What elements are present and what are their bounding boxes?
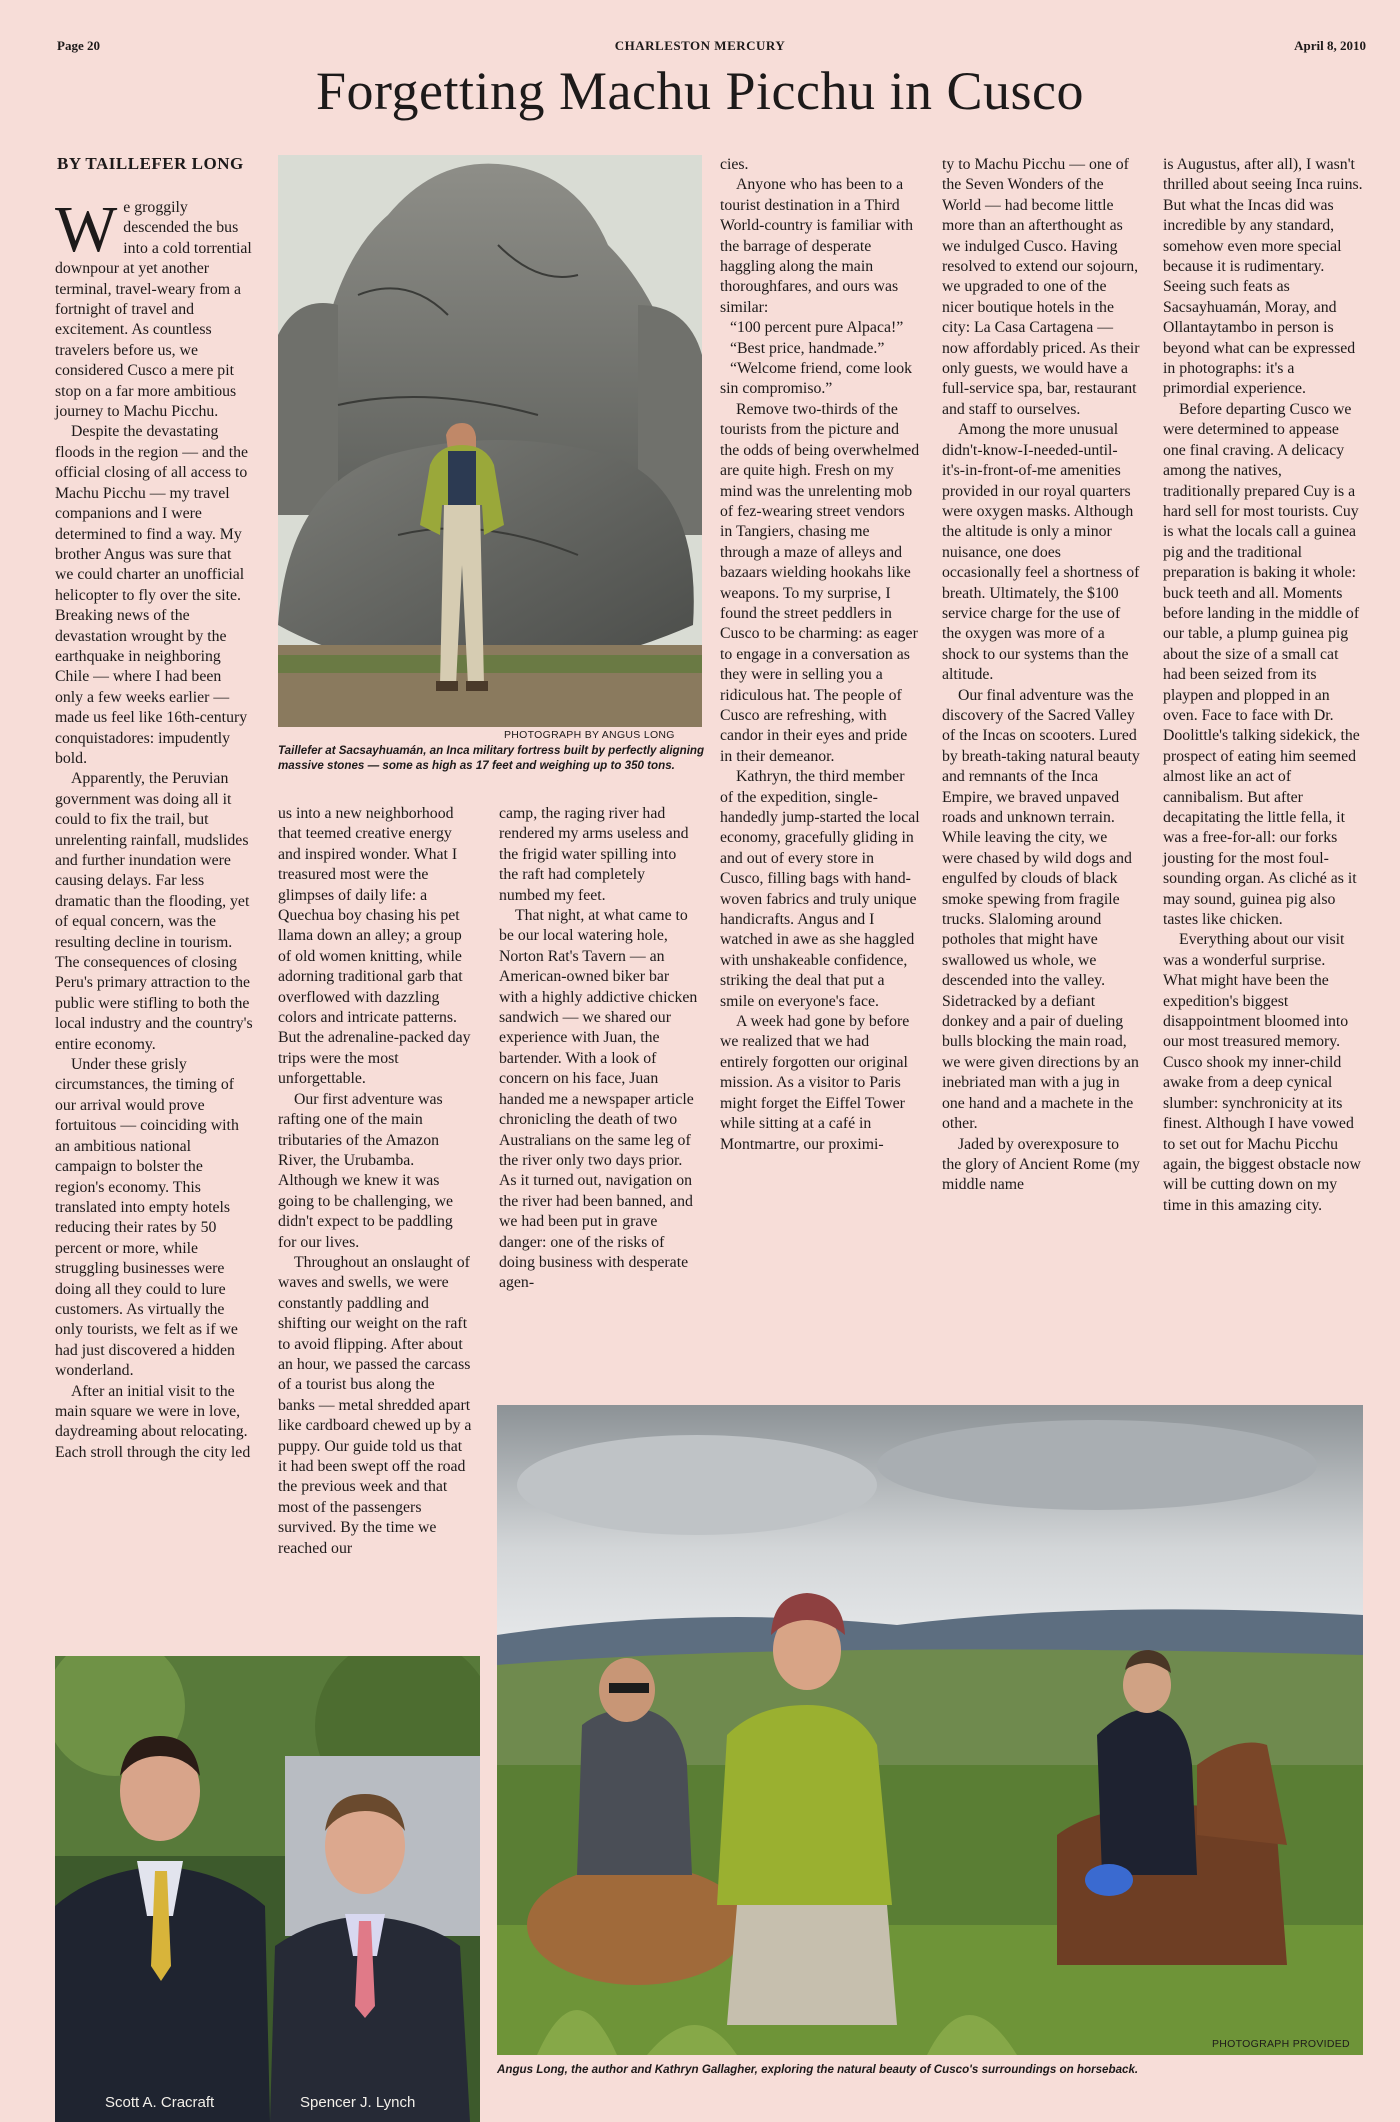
- paragraph: cies.: [720, 156, 749, 173]
- paragraph: e groggily descended the bus into a cold torrential downpour at yet another terminal, travel-weary from a fortnight of travel and excitement. As countless travelers before us, we considered Cusco a mere pit stop on a far more ambitious journey to Machu Picchu.: [55, 199, 252, 421]
- horseback-photo-caption: Angus Long, the author and Kathryn Gallagher, exploring the natural beauty of Cusco's surroundings on horseback.: [497, 2063, 1139, 2076]
- page-number: Page 20: [57, 38, 100, 53]
- quote: “Best price, handmade.”: [730, 339, 885, 357]
- paragraph: camp, the raging river had rendered my arms useless and the frigid water spilling into the raft had completely numbed my feet.: [499, 805, 689, 904]
- paragraph: Throughout an onslaught of waves and swells, we were constantly paddling and shifting our weight on the raft to avoid flipping. After about an hour, we passed the carcass of a tourist bus along the banks — metal shredded apart like cardboard chewed up by a puppy. Our guide told us that it had been swept off the road the previous week and that most of the passengers survived. By the time we reached our: [278, 1253, 472, 1557]
- quote: “Welcome friend, come look sin compromiso.”: [720, 360, 913, 398]
- fortress-photo: [278, 155, 702, 727]
- paragraph: Anyone who has been to a tourist destination in a Third World-country is familiar with the barrage of desperate haggling along the main thoroughfares, and ours was similar:: [720, 176, 914, 316]
- article-column-5: [942, 155, 1140, 1196]
- paper-name: CHARLESTON MERCURY: [614, 38, 786, 53]
- article-column-2: [278, 804, 474, 1559]
- ad-name-right: Spencer J. Lynch: [300, 2094, 416, 2111]
- paragraph: Under these grisly circumstances, the timing of our arrival would prove fortuitous — coinciding with an ambitious national campaign to bolster the region's economy. This translated into empty hotels reducing their rates by 50 percent or more, while struggling businesses were doing all they could to lure customers. As virtually the only tourists, we felt as if we had just discovered a hidden wonderland.: [55, 1056, 239, 1380]
- drop-cap: W: [55, 193, 118, 266]
- paragraph: Before departing Cusco we were determined to appease one final craving. A delicacy among the natives, traditionally prepared Cuy is a hard sell for most tourists. Cuy is what the locals call a guinea pig and the traditional preparation is baking it whole: buck teeth and all. Moments before landing in the middle of our table, a plump guinea pig about the size of a small cat had been seized from its playpen and plopped in an oven. Face to face with Dr. Doolittle's talking sidekick, the prospect of eating him seemed almost like an act of cannibalism. But after decapitating the little fella, it was a free-for-all: our forks jousting for the most foul-sounding organ. As cliché as it may sound, guinea pig also tastes like chicken.: [1163, 400, 1360, 929]
- horseback-photo: [497, 1405, 1363, 2055]
- paragraph: Jaded by overexposure to the glory of Ancient Rome (my middle name: [942, 1135, 1140, 1194]
- paragraph: Despite the devastating floods in the region — and the official closing of all access to Machu Picchu — my travel companions and I were determined to find a way. My brother Angus was sure that we could charter an unofficial helicopter to fly over the site. Breaking news of the devastation wrought by the earthquake in neighboring Chile — where I had been only a few weeks earlier — made us feel like 16th-century conquistadores: impudently bold.: [55, 423, 249, 767]
- paragraph: is Augustus, after all), I wasn't thrilled about seeing Inca ruins. But what the Incas did was incredible by any standard, somehow even more special because it is rudimentary. Seeing such feats as Sacsayhuamán, Moray, and Ollantaytambo in person is beyond what can be expressed in photographs: it's a primordial experience.: [1163, 156, 1363, 398]
- advertisement-image: [55, 1656, 480, 2122]
- article-column-6: [1163, 155, 1363, 1216]
- paragraph: Kathryn, the third member of the expedition, single-handedly jump-started the local economy, gracefully gliding in and out of every store in Cusco, filling bags with hand-woven fabrics and truly unique handicrafts. Angus and I watched in awe as she haggled with unshakeable confidence, striking the deal that put a smile on everyone's face.: [720, 768, 920, 1010]
- paragraph: Everything about our visit was a wonderful surprise. What might have been the expedition's biggest disappointment bloomed into our most treasured memory. Cusco shook my inner-child awake from a deep cynical slumber: synchronicity at its finest. Although I have vowed to set out for Machu Picchu again, the biggest obstacle now will be cutting down on my time in this amazing city.: [1163, 931, 1361, 1214]
- fortress-photo-image: [278, 155, 702, 727]
- paragraph: Remove two-thirds of the tourists from the picture and the odds of being overwhelmed are quite high. Fresh on my mind was the unrelenting mob of fez-wearing street vendors in Tangiers, chasing me through a maze of alleys and bazaars wielding hookahs like weapons. To my surprise, I found the street peddlers in Cusco to be charming: as eager to engage in a conversation as they were in selling you a ridiculous hat. The people of Cusco are refreshing, with candor in their eyes and pride in their demeanor.: [720, 400, 920, 765]
- byline: BY TAILLEFER LONG: [57, 154, 244, 173]
- ad-name-left: Scott A. Cracraft: [105, 2094, 215, 2111]
- article-column-3: [499, 804, 699, 1294]
- fortress-photo-credit: PHOTOGRAPH BY ANGUS LONG: [504, 729, 675, 741]
- paragraph: A week had gone by before we realized that we had entirely forgotten our original mission. As a visitor to Paris might forget the Eiffel Tower while sitting at a café in Montmartre, our proximi-: [720, 1013, 910, 1153]
- paragraph: That night, at what came to be our local watering hole, Norton Rat's Tavern — an American-owned biker bar with a highly addictive chicken sandwich — we shared our experience with Juan, the bartender. With a look of concern on his face, Juan handed me a newspaper article chronicling the death of two Australians on the same leg of the river only two days prior. As it turned out, navigation on the river had been banned, and we had been put in grave danger: one of the risks of doing business with desperate agen-: [499, 907, 698, 1292]
- horseback-photo-credit: PHOTOGRAPH PROVIDED: [1212, 2038, 1350, 2050]
- issue-date: April 8, 2010: [1294, 38, 1366, 53]
- fortress-photo-caption: Taillefer at Sacsayhuamán, an Inca military fortress built by perfectly aligning massive stones — some as high as 17 feet and weighing up to 350 tons.: [278, 744, 705, 772]
- paragraph: Our first adventure was rafting one of the main tributaries of the Amazon River, the Urubamba. Although we knew it was going to be challenging, we didn't expect to be paddling for our lives.: [278, 1090, 454, 1251]
- article-column-1: [55, 193, 253, 1463]
- horseback-photo-image: [497, 1405, 1363, 2055]
- paragraph: Apparently, the Peruvian government was doing all it could to fix the trail, but unrelenting rainfall, mudslides and further inundation were causing delays. Far less dramatic than the flooding, yet of equal concern, was the resulting decline in tourism. The consequences of closing Peru's primary attraction to the public were stifling to both the local industry and the country's entire economy.: [55, 770, 253, 1053]
- quote: “100 percent pure Alpaca!”: [730, 319, 904, 337]
- advertisement-photo: [55, 1656, 480, 2122]
- paragraph: After an initial visit to the main square we were in love, daydreaming about relocating. Each stroll through the city led: [55, 1382, 251, 1461]
- paragraph: ty to Machu Picchu — one of the Seven Wonders of the World — had become little more than an afterthought as we indulged Cusco. Having resolved to extend our sojourn, we upgraded to one of the nicer boutique hotels in the city: La Casa Cartagena — now affordably priced. As their only guests, we would have a full-service spa, bar, restaurant and staff to ourselves.: [942, 156, 1140, 418]
- headline: Forgetting Machu Picchu in Cusco: [316, 61, 1084, 121]
- paragraph: Our final adventure was the discovery of the Sacred Valley of the Incas on scooters. Lured by breath-taking natural beauty and remnants of the Inca Empire, we braved unpaved roads and unknown terrain. While leaving the city, we were chased by wild dogs and engulfed by clouds of black smoke spewing from fragile trucks. Slaloming around potholes that might have swallowed us whole, we descended into the valley. Sidetracked by a defiant donkey and a pair of dueling bulls blocking the main road, we were given directions by an inebriated man with a jug in one hand and a machete in the other.: [942, 686, 1140, 1133]
- paragraph: us into a new neighborhood that teemed creative energy and inspired wonder. What I treasured most were the glimpses of daily life: a Quechua boy chasing his pet llama down an alley; a group of old women knitting, while adorning traditional garb that overflowed with dazzling colors and intricate patterns. But the adrenaline-packed day trips were the most unforgettable.: [278, 805, 471, 1088]
- article-column-4: [720, 155, 920, 1155]
- paragraph: Among the more unusual didn't-know-I-needed-until-it's-in-front-of-me amenities provided in our royal quarters were oxygen masks. Although the altitude is only a minor nuisance, one does occasionally feel a shortness of breath. Ultimately, the $100 service charge for the use of the oxygen was more of a shock to our systems than the altitude.: [942, 421, 1140, 684]
